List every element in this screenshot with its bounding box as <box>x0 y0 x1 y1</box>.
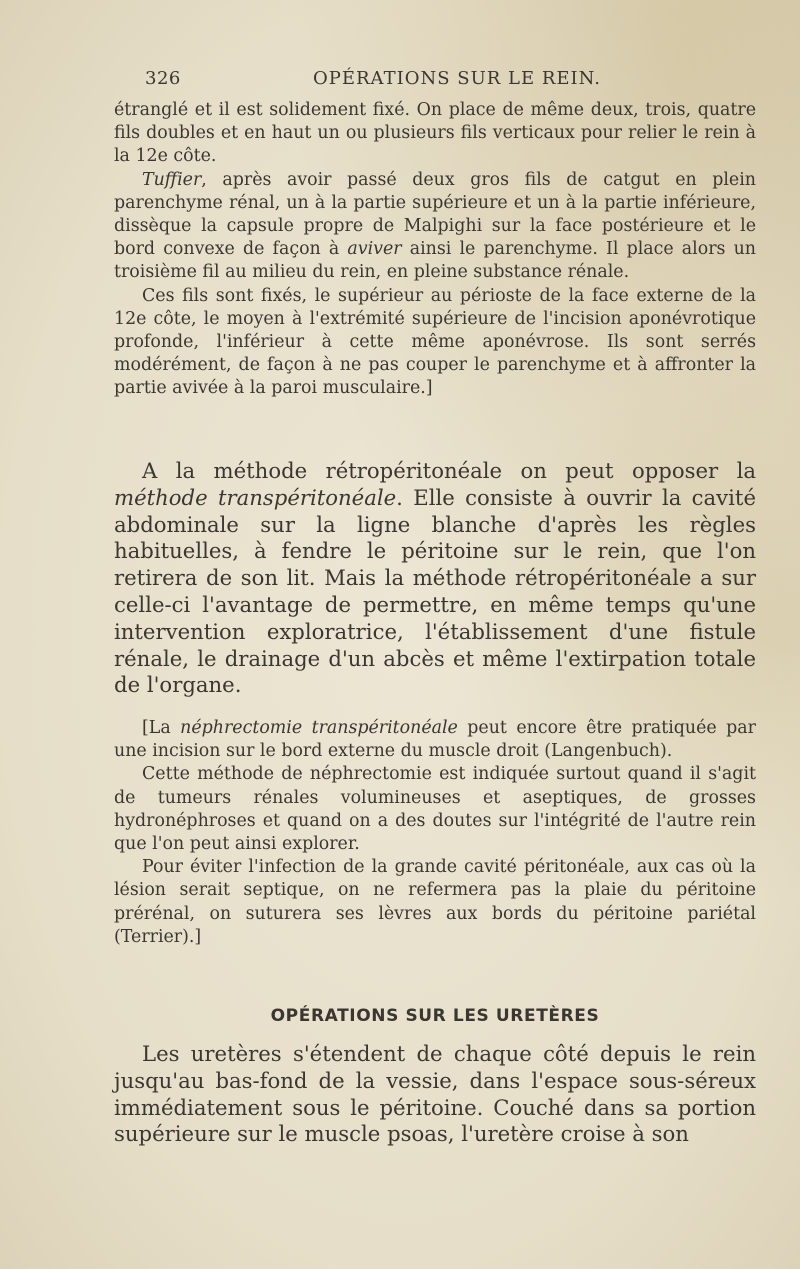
page-number: 326 <box>145 68 181 89</box>
running-title: OPÉRATIONS SUR LE REIN. <box>313 68 601 89</box>
paragraph: A la méthode rétropéritonéale on peut opposer la méthode transpéritonéale. Elle consiste à ouvrir la cavité abdominale sur la ligne blanche d'après les règles habituelles, à fendre le péritoine sur le rein, que l'on retirera de son lit. Mais la méthode rétropéritonéale a sur celle-ci l'avantage de permettre, en même temps qu'une intervention exploratrice, l'établissement d'une fistule rénale, le drainage d'un abcès et même l'extirpation totale de l'organe. <box>114 458 756 698</box>
text-block-nephrectomy <box>114 717 756 949</box>
text-block-kidney-fixation <box>114 99 756 401</box>
text-block-transperitoneal-method <box>114 458 756 699</box>
paragraph: [La néphrectomie transpéritonéale peut encore être pratiquée par une incision sur le bord externe du muscle droit (Langenbuch). <box>114 718 756 762</box>
author-name: Tuffier <box>142 169 202 190</box>
page-header <box>145 68 755 98</box>
text-block-ureters <box>114 1041 756 1148</box>
paragraph: Cette méthode de néphrectomie est indiquée surtout quand il s'agit de tumeurs rénales volumineuses et aseptiques, de grosses hydronéphroses et quand on a des doutes sur l'intégrité de l'autre rein que l'on peut ainsi explorer. <box>114 764 756 855</box>
paragraph: Ces fils sont fixés, le supérieur au périoste de la face externe de la 12e côte, le moyen à l'extrémité supérieure de l'incision aponévrotique profonde, l'inférieur à cette même aponévrose. Ils sont serrés modérément, de façon à ne pas couper le parenchyme et à affronter la partie avivée à la paroi musculaire.] <box>114 285 756 399</box>
paragraph: étranglé et il est solidement fixé. On place de même deux, trois, quatre fils doubles et en haut un ou plusieurs fils verticaux pour relier le rein à la 12e côte. <box>114 100 756 167</box>
paragraph: Pour éviter l'infection de la grande cavité péritonéale, aux cas où la lésion serait septique, on ne refermera pas la plaie du péritoine prérénal, on suturera ses lèvres aux bords du péritoine pariétal (Terrier).] <box>114 857 756 947</box>
paragraph: Tuffier, après avoir passé deux gros fils de catgut en plein parenchyme rénal, un à la partie supérieure et un à la partie inférieure, dissèque la capsule propre de Malpighi sur la face postérieure et le bord convexe de façon à aviver ainsi le parenchyme. Il place alors un troisième fil au milieu du rein, en pleine substance rénale. <box>114 169 756 283</box>
paragraph: Les uretères s'étendent de chaque côté depuis le rein jusqu'au bas-fond de la vessie, dans l'espace sous-séreux immédiatement sous le péritoine. Couché dans sa portion supérieure sur le muscle psoas, l'uretère croise à son <box>114 1041 756 1147</box>
section-heading: OPÉRATIONS SUR LES URETÈRES <box>270 1006 600 1026</box>
